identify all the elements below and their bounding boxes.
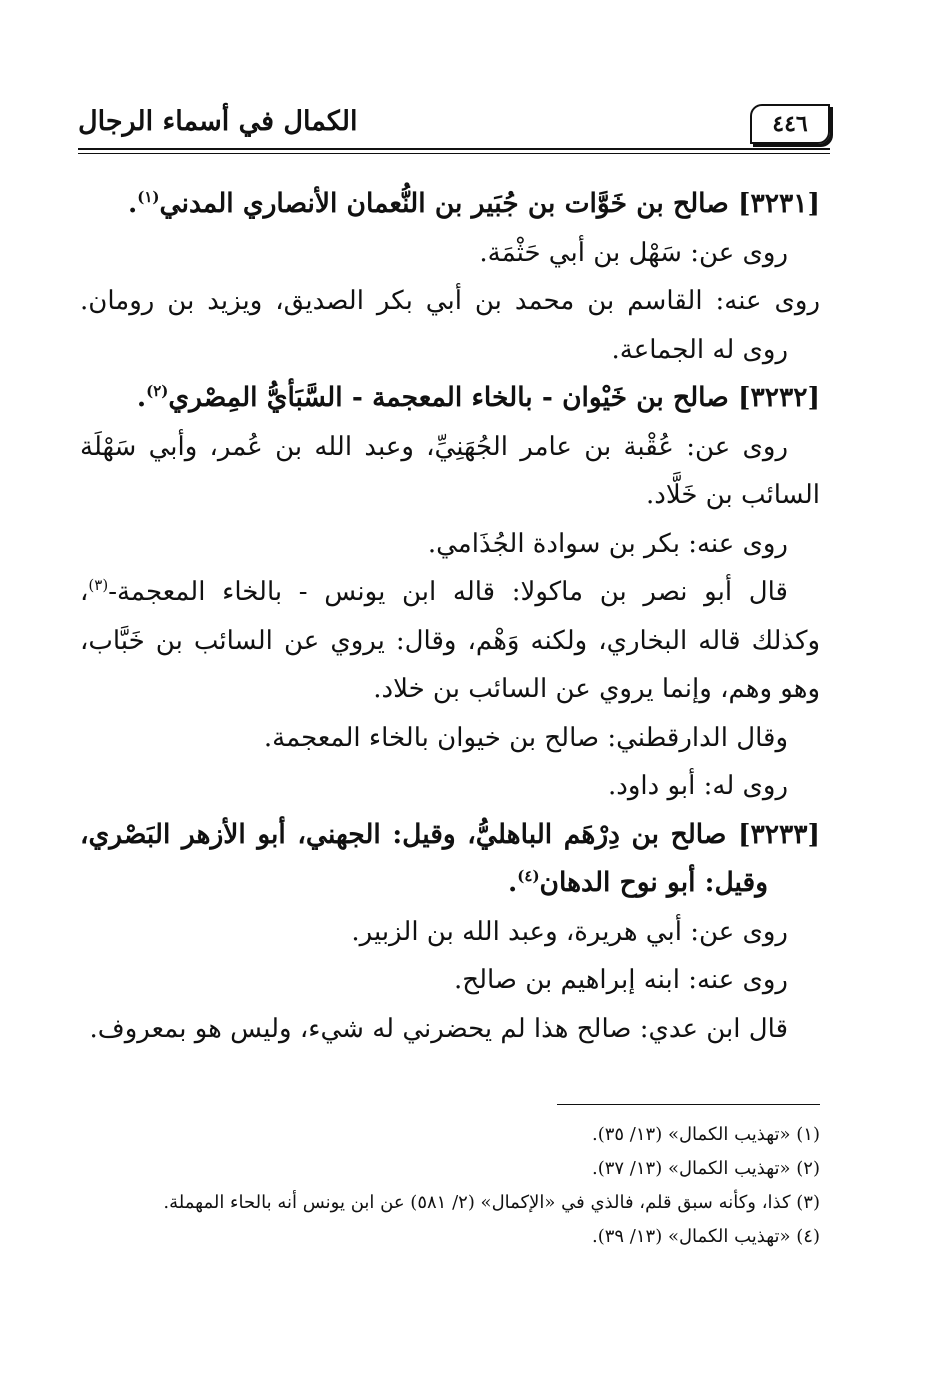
text-line [80,568,820,617]
text-span: ، [80,577,89,607]
footnote-3: (٣) كذا، وكأنه سبق قلم، فالذي في «الإكمال» (٢/ ٥٨١) عن ابن يونس أنه بالحاء المهملة. [163,1192,820,1213]
entry-heading-text: وقيل: أبو نوح الدهان [539,867,768,898]
text-line: روى عنه: القاسم بن محمد بن أبي بكر الصديق، ويزيد بن رومان. [80,286,820,316]
text-line: روى له الجماعة. [611,334,788,365]
text-line: روى عنه: ابنه إبراهيم بن صالح. [454,965,788,995]
entry-heading-3233: [٣٢٣٣] صالح بن دِرْهَم الباهليُّ، وقيل: الجهني، أبو الأزهر البَصْري، [80,818,820,850]
text-line: روى عن: عُقْبة بن عامر الجُهَنِيِّ، وعبد الله بن عُمر، وأبي سَهْلَة [80,431,788,462]
entry-heading-3233-cont [80,859,820,908]
entry-heading-3231 [80,180,820,229]
entry-heading-end: . [136,382,147,413]
page-header [78,96,830,152]
text-line: روى عن: أبي هريرة، وعبد الله بن الزبير. [351,916,788,947]
footnotes [80,1118,820,1254]
footnote-separator [557,1104,820,1105]
main-text [80,180,820,1053]
running-book-title: الكمال في أسماء الرجال [78,106,358,137]
footnote-4: (٤) «تهذيب الكمال» (١٣/ ٣٩). [591,1226,820,1247]
footnote-1: (١) «تهذيب الكمال» (١٣/ ٣٥). [591,1124,820,1145]
footnote-ref-3: (٣) [88,576,109,594]
page-number: ٤٤٦ [772,111,808,137]
footnote-2: (٢) «تهذيب الكمال» (١٣/ ٣٧). [591,1158,820,1179]
entry-heading-text: [٣٢٣٢] صالح بن خَيْوان - بالخاء المعجمة - السَّبَأيُّ المِصْري [168,382,820,413]
entry-heading-end: . [508,867,518,898]
text-line: قال ابن عدي: صالح هذا لم يحضرني له شيء، وليس هو بمعروف. [89,1013,788,1044]
text-line: روى عن: سَهْل بن أبي حَثْمَة. [479,237,788,268]
text-line: وهو وهم، وإنما يروي عن السائب بن خلاد. [373,674,820,704]
page-number-frame [750,104,830,144]
text-line: روى له: أبو داود. [608,771,788,801]
header-rule [78,148,830,150]
text-line: روى عنه: بكر بن سوادة الجُذَامي. [427,528,788,559]
footnote-ref-2: (٢) [146,382,169,400]
entry-heading-text: [٣٢٣١] صالح بن خَوَّات بن جُبَير بن النُّعمان الأنصاري المدني [159,188,820,219]
footnote-ref-4: (٤) [517,867,540,885]
text-span: قال أبو نصر بن ماكولا: قاله ابن يونس - بالخاء المعجمة- [108,577,788,607]
footnote-ref-1: (١) [137,188,160,206]
text-line: وقال الدارقطني: صالح بن خيوان بالخاء المعجمة. [263,722,788,753]
header-rule-thin [78,153,830,154]
text-line: وكذلك قاله البخاري، ولكنه وَهْم، وقال: يروي عن السائب بن خَبَّاب، [80,625,820,656]
entry-heading-end: . [128,188,138,219]
entry-heading-3232 [80,374,820,423]
text-line: السائب بن خَلَّاد. [645,480,820,510]
